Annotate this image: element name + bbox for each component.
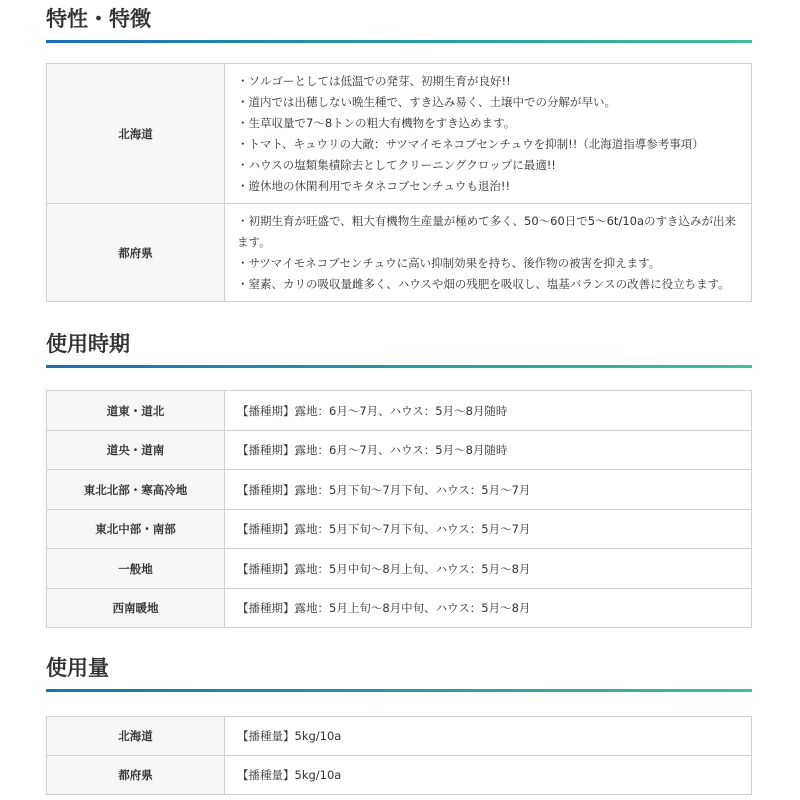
feature-text-tofuken xyxy=(225,204,752,302)
sowing-period-text: 【播種期】露地：6月～7月、ハウス：5月～8月随時 xyxy=(225,391,752,431)
table-row xyxy=(47,470,752,510)
sowing-period-text: 【播種期】露地：5月下旬～7月下旬、ハウス：5月～7月 xyxy=(225,510,752,549)
section-title-usage-amount: 使用量 xyxy=(46,656,109,680)
region-cell: 道央・道南 xyxy=(47,431,225,470)
table-row xyxy=(47,549,752,589)
table-row xyxy=(47,717,752,756)
section-usage-period xyxy=(46,329,752,615)
table-row xyxy=(47,510,752,549)
region-cell: 道東・道北 xyxy=(47,391,225,431)
sowing-period-text: 【播種期】露地：5月中旬～8月上旬、ハウス：5月～8月 xyxy=(225,549,752,589)
sowing-period-text: 【播種期】露地：5月上旬～8月中旬、ハウス：5月～8月 xyxy=(225,589,752,628)
feature-line: ・サツマイモネコブセンチュウに高い抑制効果を持ち、後作物の被害を抑えます。 xyxy=(237,255,661,270)
sowing-period-text: 【播種期】露地：5月下旬～7月下旬、ハウス：5月～7月 xyxy=(225,470,752,510)
feature-line: ・道内では出穂しない晩生種で、すき込み易く、土壌中での分解が早い。 xyxy=(237,94,617,109)
feature-text-hokkaido xyxy=(225,64,752,204)
region-cell: 都府県 xyxy=(47,756,225,795)
feature-line: ・生草収量で7～8トンの粗大有機物をすき込めます。 xyxy=(237,115,516,130)
table-row xyxy=(47,391,752,431)
region-cell-hokkaido: 北海道 xyxy=(47,64,225,204)
feature-line: ・ソルゴーとしては低温での発芽、初期生育が良好!! xyxy=(237,73,511,88)
feature-line: ・窒素、カリの吸収量雌多く、ハウスや畑の残肥を吸収し、塩基バランスの改善に役立ちます。 xyxy=(237,276,730,291)
feature-line: ・トマト、キュウリの大敵：サツマイモネコブセンチュウを抑制!!（北海道指導参考事項） xyxy=(237,136,704,151)
sowing-amount-text: 【播種量】5kg/10a xyxy=(225,756,752,795)
feature-line: ・遊休地の休閑利用でキタネコブセンチュウも退治!! xyxy=(237,178,511,193)
features-table xyxy=(46,63,752,302)
region-cell: 西南暖地 xyxy=(47,589,225,628)
region-cell: 東北中部・南部 xyxy=(47,510,225,549)
section-divider xyxy=(46,689,752,692)
usage-amount-table xyxy=(46,716,752,795)
section-divider xyxy=(46,40,752,43)
feature-line: ・初期生育が旺盛で、粗大有機物生産量が極めて多く、50～60日で5～6t/10aのすき込みが出来ます。 xyxy=(237,213,736,249)
section-divider xyxy=(46,365,752,368)
region-cell-tofuken: 都府県 xyxy=(47,204,225,302)
region-cell: 東北北部・寒高冷地 xyxy=(47,470,225,510)
sowing-amount-text: 【播種量】5kg/10a xyxy=(225,717,752,756)
table-row xyxy=(47,204,752,302)
table-row xyxy=(47,64,752,204)
region-cell: 一般地 xyxy=(47,549,225,589)
section-usage-amount xyxy=(46,653,752,782)
feature-line: ・ハウスの塩類集積除去としてクリーニングクロップに最適!! xyxy=(237,157,556,172)
region-cell: 北海道 xyxy=(47,717,225,756)
sowing-period-text: 【播種期】露地：6月～7月、ハウス：5月～8月随時 xyxy=(225,431,752,470)
section-title-features: 特性・特徴 xyxy=(46,7,151,31)
section-features xyxy=(46,4,752,291)
section-title-usage-period: 使用時期 xyxy=(46,332,130,356)
table-row xyxy=(47,756,752,795)
table-row xyxy=(47,589,752,628)
usage-period-table xyxy=(46,390,752,628)
table-row xyxy=(47,431,752,470)
